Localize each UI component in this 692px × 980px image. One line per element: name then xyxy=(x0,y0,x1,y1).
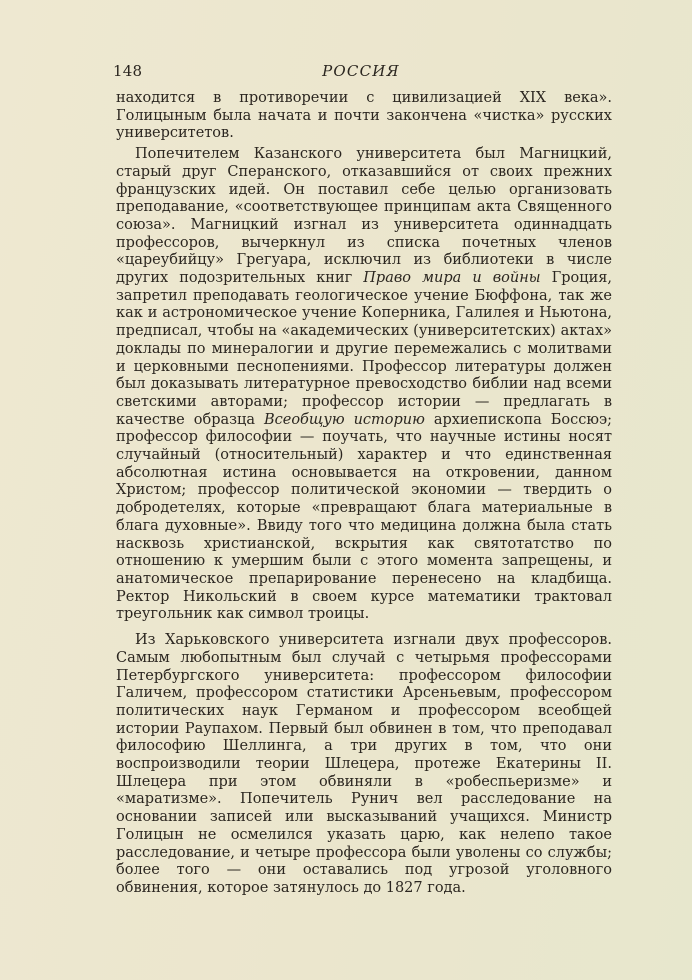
paragraph-2-part-c: Гроция, запретил преподавать геологическое учение Бюффона, так же как и астрономическое учение Коперника, Галилея и Ньютона, предписал, чтобы на «академических (университетских) актах» доклады по минералогии и другие перемежались с молитвами и церковными песнопениями. Профессор литературы должен был доказывать литературное превосходство библии над всеми светскими авторами; профессор истории — предлагать в качестве образца xyxy=(116,270,612,428)
body-text xyxy=(116,90,612,898)
running-head xyxy=(113,62,609,84)
paragraph-2-part-a: Попечителем Казанского университета был Магницкий, старый друг Сперанского, отказавшийся от своих прежних французских идей. Он поставил себе целью организовать преподавание, «соответствующее принципам акта Священного союза». Магницкий изгнал из университета одиннадцать профессоров, вычеркнул из списка почетных членов «цареубийцу» Грегуара, исключил из библиотеки в числе других подозрительных книг xyxy=(116,146,612,287)
book-title-universal-history: Всеобщую историю xyxy=(263,411,425,428)
paragraph-3: Из Харьковского университета изгнали двух профессоров. Самым любопытным был случай с четырьмя профессорами Петербургского университета: профессором философии Галичем, профессором статистики Арсеньевым, профессором политических наук Германом и профессором всеобщей истории Раупахом. Первый был обвинен в том, что преподавал философию Шеллинга, а три других в том, что они воспроизводили теории Шлецера, протеже Екатерины II. Шлецера при этом обвиняли в «робеспьеризме» и «маратизме». Попечитель Рунич вел расследование на основании записей или высказываний учащихся. Министр Голицын не осмелился указать царю, как нелепо такое расследование, и четыре профессора были уволены со службы; более того — они оставались под угрозой уголовного обвинения, которое затянулось до 1827 года. xyxy=(116,632,612,896)
running-title: РОССИЯ xyxy=(322,62,400,80)
paragraph-2 xyxy=(116,146,612,624)
book-title-law-of-war-and-peace: Право мира и войны xyxy=(363,270,541,287)
paragraph-2-part-e: архиепископа Боссюэ; профессор философии — поучать, что научные истины носят случайный (относительный) характер и что единственная абсолютная истина основывается на откровении, данном Христом; профессор политической экономии — твердить о добродетелях, которые «превращают блага материальные в блага духовные». Ввиду того что медицина должна была стать насквозь христианской, вскрытия как святотатство по отношению к умершим были с этого момента запрещены, и анатомическое препарирование перенесено на кладбища. Ректор Никольский в своем курсе математики трактовал треугольник как символ троицы. xyxy=(116,411,612,623)
paragraph-1: находится в противоречии с цивилизацией XIX века». Голицыным была начата и почти закончена «чистка» русских университетов. xyxy=(116,90,612,142)
page-number: 148 xyxy=(113,62,143,80)
